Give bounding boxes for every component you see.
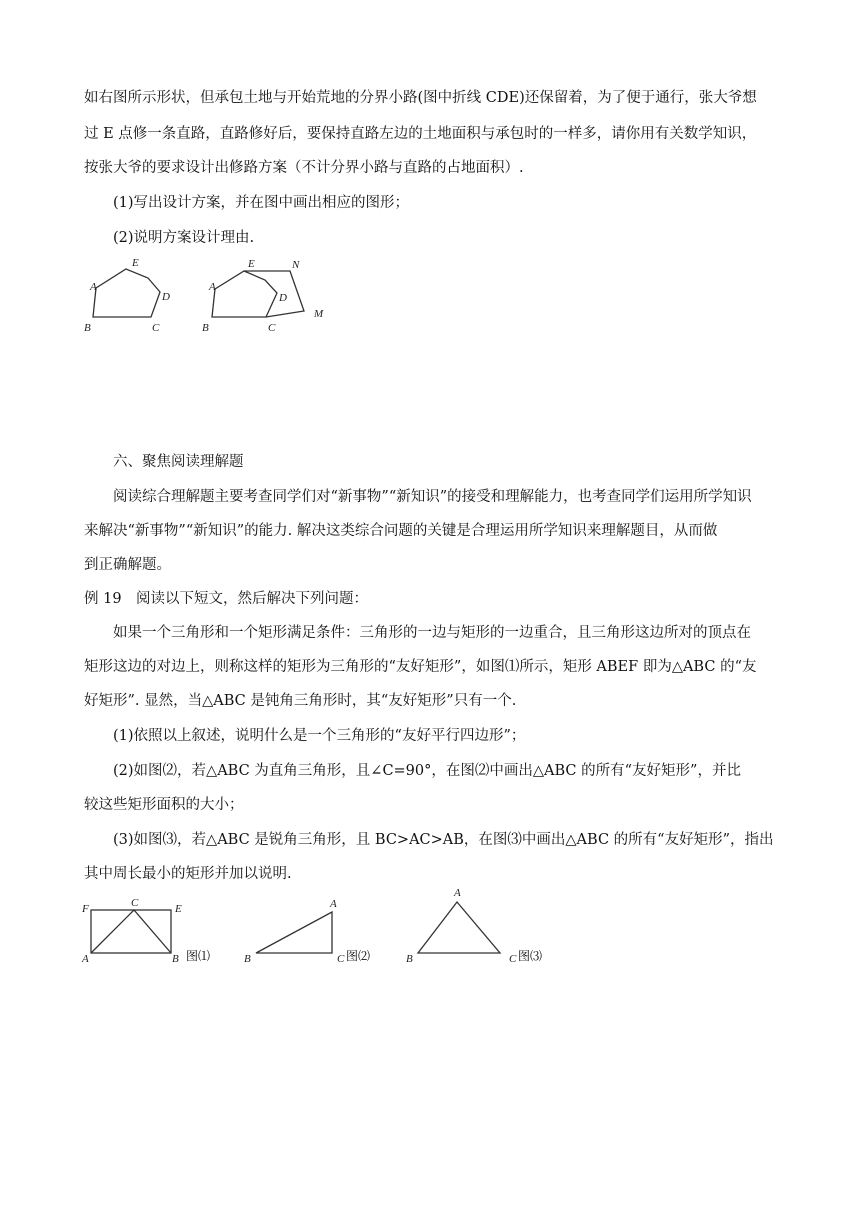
label-b: B	[172, 953, 179, 965]
label-b: B	[406, 953, 413, 965]
label-n: N	[292, 259, 300, 271]
paragraph-line: 阅读综合理解题主要考查同学们对“新事物”“新知识”的接受和理解能力，也考查同学们运用所学知识	[113, 489, 752, 505]
label-c: C	[337, 953, 345, 965]
example-question-3: (3)如图⑶，若△ABC 是锐角三角形，且 BC>AC>AB，在图⑶中画出△ABC 的所有“友好矩形”，指出	[113, 832, 774, 848]
example-heading: 例 19 阅读以下短文，然后解决下列问题：	[84, 591, 369, 607]
question-2: (2)说明方案设计理由.	[113, 230, 255, 246]
label-b: B	[202, 322, 209, 334]
label-a: A	[454, 887, 461, 899]
paragraph-line: 好矩形”. 显然，当△ABC 是钝角三角形时，其“友好矩形”只有一个.	[84, 693, 517, 709]
question-1: (1)写出设计方案，并在图中画出相应的图形；	[113, 195, 410, 211]
label-f: F	[82, 903, 89, 915]
label-c: C	[152, 322, 160, 334]
label-e: E	[175, 903, 182, 915]
friendly-rectangle	[91, 910, 171, 953]
label-d: D	[279, 292, 287, 304]
label-a: A	[82, 953, 89, 965]
label-b: B	[244, 953, 251, 965]
paragraph-line: 来解决“新事物”“新知识”的能力. 解决这类综合问题的关键是合理运用所学知识来理解题目，从而做	[84, 523, 718, 539]
pentagon-figures	[78, 255, 340, 337]
wasteland-boundary	[244, 271, 304, 317]
paragraph-line: 过 E 点修一条直路，直路修好后，要保持直路左边的土地面积与承包时的一样多，请你用有关数学知识，	[84, 126, 757, 142]
triangle-abc-2	[256, 912, 332, 953]
paragraph-line: 矩形这边的对边上，则称这样的矩形为三角形的“友好矩形”，如图⑴所示，矩形 ABEF 即为△ABC 的“友	[84, 659, 757, 675]
label-a: A	[330, 898, 337, 910]
paragraph-line: 其中周长最小的矩形并加以说明.	[84, 866, 292, 882]
paragraph-line: 如果一个三角形和一个矩形满足条件：三角形的一边与矩形的一边重合，且三角形这边所对的顶点在	[113, 625, 751, 641]
triangle-abc-1	[91, 910, 171, 953]
figure-caption-3: 图⑶	[518, 949, 543, 963]
paragraph-line: 如右图所示形状，但承包土地与开始荒地的分界小路(图中折线 CDE)还保留着，为了便于通行，张大爷想	[84, 90, 757, 106]
label-c: C	[268, 322, 276, 334]
label-c: C	[509, 953, 517, 965]
triangle-abc-3	[418, 902, 500, 953]
label-a: A	[90, 281, 97, 293]
label-e: E	[132, 257, 139, 269]
pentagon-shape-1	[93, 269, 160, 317]
example-question-1: (1)依照以上叙述，说明什么是一个三角形的“友好平行四边形”；	[113, 728, 526, 744]
figure-caption-1: 图⑴	[186, 949, 211, 963]
label-b: B	[84, 322, 91, 334]
paragraph-line: 到正确解题。	[84, 557, 171, 573]
example-question-2: (2)如图⑵，若△ABC 为直角三角形，且∠C=90°，在图⑵中画出△ABC 的所有“友好矩形”，并比	[113, 763, 741, 779]
paragraph-line: 按张大爷的要求设计出修路方案（不计分界小路与直路的占地面积）.	[84, 160, 524, 176]
label-c: C	[131, 897, 139, 909]
label-e: E	[248, 258, 255, 270]
section-title: 六、聚焦阅读理解题	[113, 454, 244, 470]
triangle-figures	[78, 882, 558, 970]
label-a: A	[209, 281, 216, 293]
figure-caption-2: 图⑵	[346, 949, 371, 963]
label-m: M	[314, 308, 324, 320]
pentagon-shape-2	[212, 271, 277, 317]
label-d: D	[162, 291, 170, 303]
paragraph-line: 较这些矩形面积的大小；	[84, 797, 244, 813]
